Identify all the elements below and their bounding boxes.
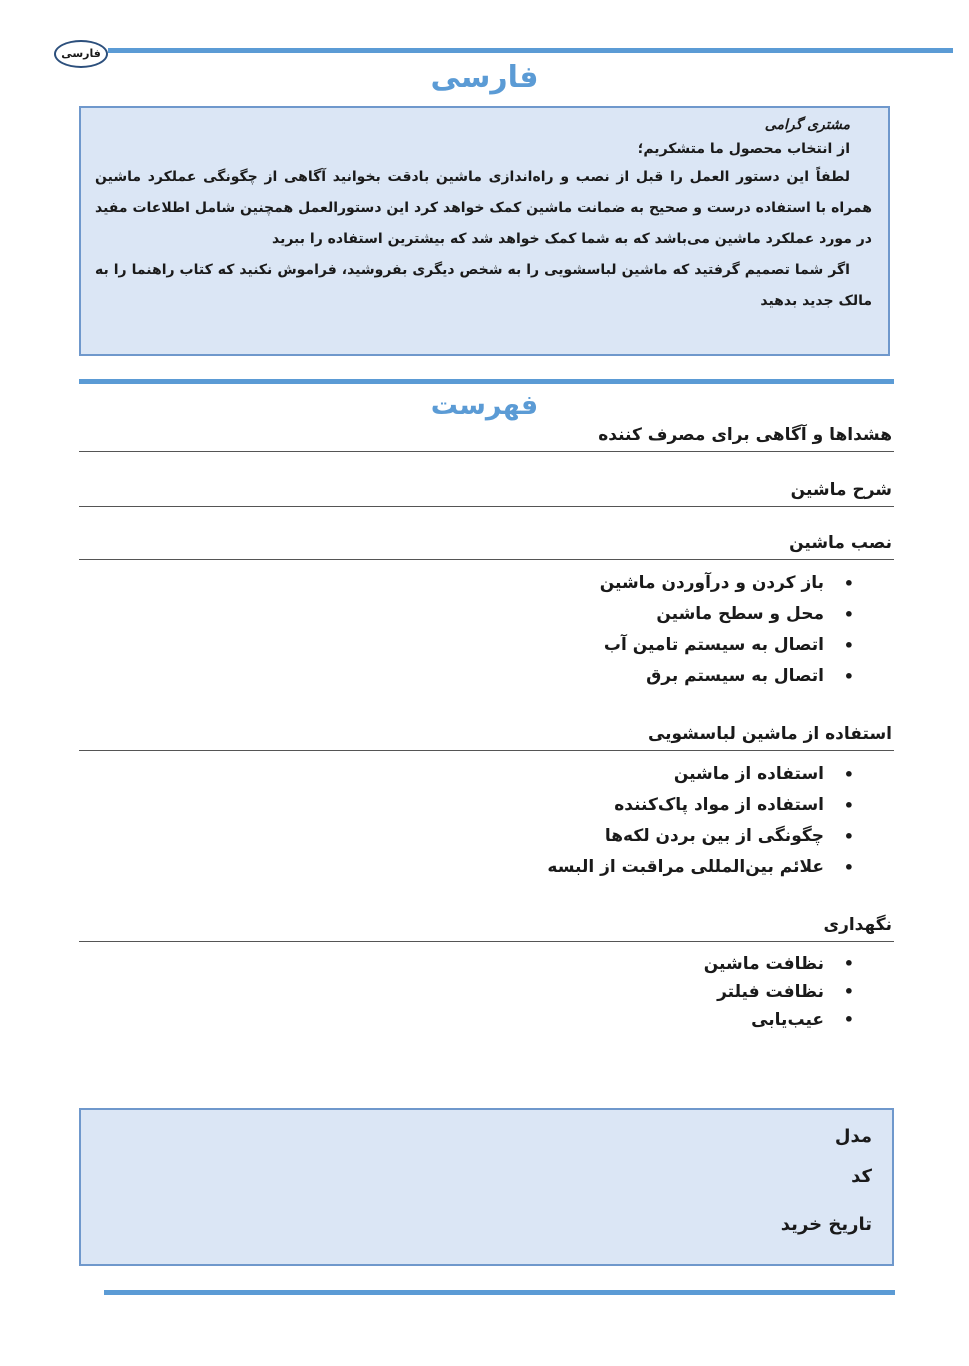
list-item: • باز کردن و درآوردن ماشین	[79, 568, 854, 599]
bullet-icon: •	[843, 605, 854, 624]
intro-paragraph-1: لطفاً این دستور العمل را قبل از نصب و راه‌اندازی ماشین بادقت بخوانید آگاهی از چگونگی عملکرد ماشین همراه با استفاده درست و صحیح به ضمانت ماشین کمک خواهد کرد این دستورالعمل همچنین شامل اطلاعات مفید در مورد عملکرد ماشین می‌باشد که به شما کمک خواهد شد که بیشترین استفاده را ببرید	[95, 169, 872, 247]
toc-section-usage: استفاده از ماشین لباسشویی	[79, 724, 894, 751]
maintenance-list	[79, 950, 894, 1034]
intro-paragraph-2: اگر شما تصمیم گرفتید که ماشین لباسشویی را به شخص دیگری بفروشید، فراموش نکنید که کتاب راهنما را به مالک جدید بدهید	[95, 262, 872, 309]
section-divider	[79, 379, 894, 384]
toc-section-installation: نصب ماشین	[79, 533, 894, 560]
bullet-icon: •	[843, 796, 854, 815]
top-divider	[108, 48, 953, 53]
list-item: • عیب‌یابی	[79, 1006, 854, 1034]
installation-list	[79, 568, 894, 692]
list-item: • استفاده از ماشین	[79, 759, 854, 790]
toc-section-maintenance: نگهداری	[79, 915, 894, 942]
code-label: کد	[851, 1166, 872, 1187]
list-item: • نظافت فیلتر	[79, 978, 854, 1006]
product-info-box	[79, 1108, 894, 1266]
list-item: • اتصال به سیستم تامین آب	[79, 630, 854, 661]
bullet-icon: •	[843, 954, 854, 973]
bullet-icon: •	[843, 827, 854, 846]
intro-box	[79, 106, 890, 356]
toc-section-warnings: هشداها و آگاهی برای مصرف کننده	[79, 425, 894, 452]
list-item: • محل و سطح ماشین	[79, 599, 854, 630]
toc-section-description: شرح ماشین	[79, 480, 894, 507]
bullet-icon: •	[843, 667, 854, 686]
list-item: • چگونگی از بین بردن لکه‌ها	[79, 821, 854, 852]
intro-greeting: مشتری گرامی	[764, 117, 850, 133]
list-item: • استفاده از مواد پاک‌کننده	[79, 790, 854, 821]
model-label: مدل	[834, 1126, 872, 1147]
list-item: • نظافت ماشین	[79, 950, 854, 978]
bullet-icon: •	[843, 982, 854, 1001]
language-title: فارسی	[430, 60, 539, 95]
language-badge: فارسی	[54, 40, 108, 68]
purchase-date-label: تاریخ خرید	[780, 1214, 872, 1235]
bullet-icon: •	[843, 636, 854, 655]
bullet-icon: •	[843, 574, 854, 593]
toc-title: فهرست	[430, 390, 539, 421]
bottom-divider	[104, 1290, 895, 1295]
usage-list	[79, 759, 894, 883]
bullet-icon: •	[843, 858, 854, 877]
bullet-icon: •	[843, 1010, 854, 1029]
intro-thanks: از انتخاب محصول ما متشکریم؛	[637, 141, 850, 157]
table-of-contents	[79, 425, 894, 1034]
bullet-icon: •	[843, 765, 854, 784]
list-item: • علائم بین‌المللی مراقبت از البسه	[79, 852, 854, 883]
list-item: • اتصال به سیستم برق	[79, 661, 854, 692]
